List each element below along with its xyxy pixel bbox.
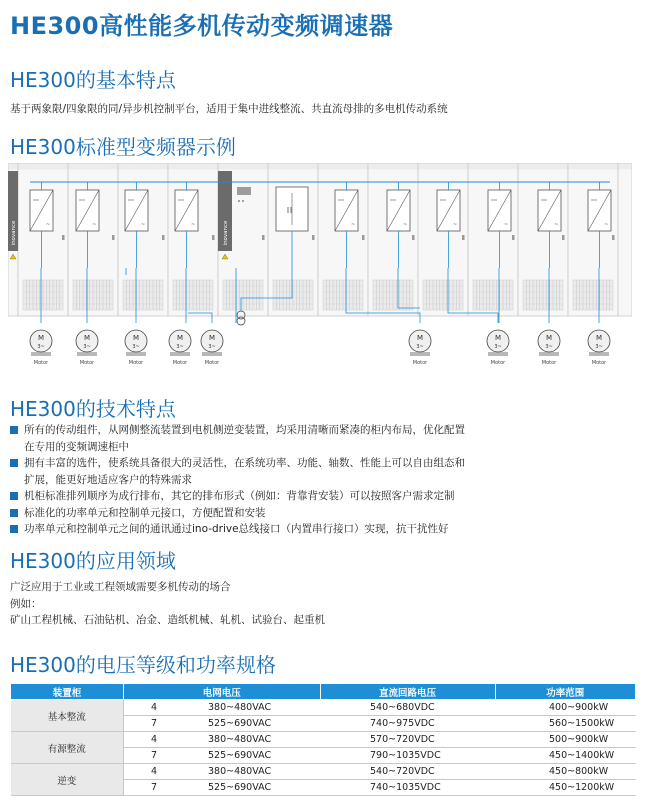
handle-icon	[412, 235, 415, 240]
bullet-square-icon	[10, 525, 18, 533]
spec-table	[10, 683, 636, 796]
handle-icon	[162, 235, 165, 240]
cabinet-top-strip	[219, 164, 268, 170]
handle-icon	[312, 235, 315, 240]
ac-symbol: ~	[191, 222, 196, 228]
motor-icon	[201, 330, 223, 366]
motor-base	[126, 352, 146, 356]
motor-icon	[538, 330, 560, 366]
motor-caption: Motor	[490, 360, 506, 366]
motor-phase: 3~	[37, 344, 45, 350]
motor-base	[589, 352, 609, 356]
cabinet-top-strip	[69, 164, 118, 170]
table-row: 7 525~690VAC 740~975VDC 560~1500kW	[11, 716, 636, 732]
motor-phase: 3~	[83, 344, 91, 350]
motor-base	[31, 352, 51, 356]
handle-icon	[612, 235, 615, 240]
handle-icon	[62, 235, 65, 240]
cabinet-top-strip	[469, 164, 518, 170]
ac-symbol: ~	[554, 222, 559, 228]
cabinet-top-strip	[169, 164, 218, 170]
cabinet-top-strip	[119, 164, 168, 170]
technical-features-list	[10, 422, 630, 538]
handle-icon	[112, 235, 115, 240]
motor-icon	[30, 330, 52, 366]
indicator-dot	[238, 200, 240, 202]
cabinet-top-strip	[569, 164, 618, 170]
motor-caption: Motor	[412, 360, 428, 366]
transformer-icon	[237, 317, 245, 325]
ac-symbol: ~	[92, 222, 97, 228]
page-title: HE300高性能多机传动变频调速器	[10, 12, 394, 40]
motor-caption: Motor	[204, 360, 220, 366]
cabinet-top-strip	[619, 164, 632, 170]
motor-letter: M	[176, 334, 184, 342]
motor-phase: 3~	[132, 344, 140, 350]
applications-text: 广泛应用于工业或工程领域需要多机传动的场合 例如： 矿山工程机械、石油钻机、冶金、造纸机械、轧机、试验台、起重机	[10, 581, 325, 626]
cabinet-top-strip	[319, 164, 368, 170]
motor-caption: Motor	[33, 360, 49, 366]
ac-symbol: ~	[453, 222, 458, 228]
table-row: 有源整流 4 380~480VAC 570~720VDC 500~900kW	[11, 732, 636, 748]
list-item: 机柜标准排列顺序为成行排布，其它的排布形式（例如：背靠背安装）可以按照客户需求定制	[10, 488, 630, 505]
motor-phase: 3~	[595, 344, 603, 350]
cabinet-top-strip	[19, 164, 68, 170]
motor-base	[202, 352, 222, 356]
list-item: 拥有丰富的选件，使系统具备很大的灵活性，在系统功率、功能、轴数、性能上可以自由组态和 扩展，能更好地适应客户的特殊需求	[10, 455, 630, 488]
section-heading-basic: HE300的基本特点	[10, 68, 176, 92]
bullet-square-icon	[10, 459, 18, 467]
motor-base	[488, 352, 508, 356]
ac-symbol: ~	[403, 222, 408, 228]
handle-icon	[512, 235, 515, 240]
list-item: 所有的传动组件，从网侧整流装置到电机侧逆变装置，均采用清晰而紧凑的柜内布局，优化配置 在专用的变频调速柜中	[10, 422, 630, 455]
handle-icon	[212, 235, 215, 240]
cabinet-top-strip	[369, 164, 418, 170]
brand-label: inovance	[11, 220, 17, 246]
motor-caption: Motor	[79, 360, 95, 366]
table-row: 7 525~690VAC 790~1035VDC 450~1400kW	[11, 748, 636, 764]
motor-icon	[588, 330, 610, 366]
handle-icon	[562, 235, 565, 240]
bullet-square-icon	[10, 509, 18, 517]
motor-letter: M	[37, 334, 45, 342]
ac-symbol: ~	[604, 222, 609, 228]
list-item: 标准化的功率单元和控制单元接口，方便配置和安装	[10, 505, 630, 522]
motor-letter: M	[494, 334, 502, 342]
motor-icon	[409, 330, 431, 366]
basic-features-text: 基于两象限/四象限的同/异步机控制平台，适用于集中进线整流、共直流母排的多电机传动系统	[10, 103, 448, 115]
motor-letter: M	[545, 334, 553, 342]
ac-symbol: ~	[141, 222, 146, 228]
motor-letter: M	[208, 334, 216, 342]
motor-caption: Motor	[128, 360, 144, 366]
handle-icon	[262, 235, 265, 240]
cabinet-top-strip	[519, 164, 568, 170]
section-heading-technical: HE300的技术特点	[10, 397, 176, 421]
cabinet-top-strip	[269, 164, 318, 170]
handle-icon	[362, 235, 365, 240]
control-display	[237, 187, 251, 195]
cabinet-panel	[618, 163, 632, 316]
motor-letter: M	[416, 334, 424, 342]
motor-phase: 3~	[176, 344, 184, 350]
handle-icon	[462, 235, 465, 240]
motor-caption: Motor	[172, 360, 188, 366]
section-heading-specs: HE300的电压等级和功率规格	[10, 653, 276, 677]
ac-symbol: ~	[351, 222, 356, 228]
cabinet-top-strip	[9, 164, 18, 170]
motor-icon	[487, 330, 509, 366]
motor-letter: M	[83, 334, 91, 342]
table-row: 逆变 4 380~480VAC 540~720VDC 450~800kW	[11, 764, 636, 780]
ac-symbol: ~	[504, 222, 509, 228]
motor-base	[170, 352, 190, 356]
motor-phase: 3~	[416, 344, 424, 350]
motor-base	[77, 352, 97, 356]
bullet-square-icon	[10, 426, 18, 434]
section-heading-example: HE300标准型变频器示例	[10, 135, 236, 159]
motor-icon	[169, 330, 191, 366]
motor-caption: Motor	[541, 360, 557, 366]
motor-phase: 3~	[545, 344, 553, 350]
ac-symbol: ~	[46, 222, 51, 228]
motor-letter: M	[595, 334, 603, 342]
table-row: 基本整流 4 380~480VAC 540~680VDC 400~900kW	[11, 700, 636, 716]
table-row: 7 525~690VAC 740~1035VDC 450~1200kW	[11, 780, 636, 796]
motor-phase: 3~	[208, 344, 216, 350]
motor-phase: 3~	[494, 344, 502, 350]
list-item: 功率单元和控制单元之间的通讯通过ino-drive总线接口（内置串行接口）实现，抗干扰性好	[10, 521, 630, 538]
motor-icon	[76, 330, 98, 366]
cabinet-diagram	[8, 163, 632, 373]
motor-letter: M	[132, 334, 140, 342]
motor-base	[410, 352, 430, 356]
bullet-square-icon	[10, 492, 18, 500]
table-header-row: 装置柜 电网电压 直流回路电压 功率范围	[11, 684, 636, 700]
cabinet-top-strip	[419, 164, 468, 170]
brand-label: inovance	[223, 220, 229, 246]
indicator-dot	[242, 200, 244, 202]
motor-base	[539, 352, 559, 356]
section-heading-applications: HE300的应用领域	[10, 549, 176, 573]
motor-icon	[125, 330, 147, 366]
motor-caption: Motor	[591, 360, 607, 366]
